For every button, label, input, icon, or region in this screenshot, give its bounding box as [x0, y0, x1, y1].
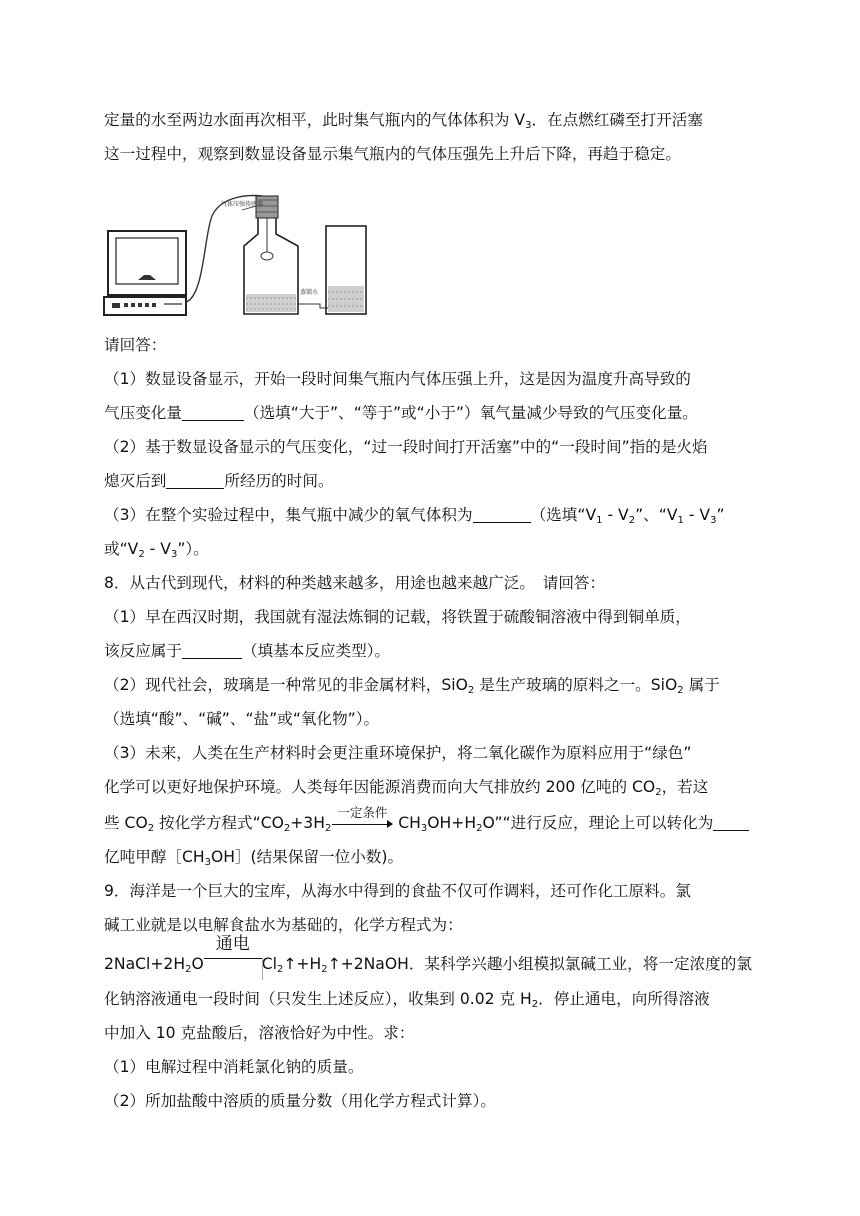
- reaction-condition-arrow: 一定条件: [331, 812, 393, 832]
- text-line: （选填“酸”、“碱”、“盐”或“氧化物”）。: [104, 710, 380, 728]
- experiment-apparatus-figure: [104, 176, 370, 318]
- answer-blank[interactable]: [473, 504, 531, 523]
- text-line: 或“$V_2$ - $V_3$”）。: [104, 540, 209, 560]
- text-line: 化学可以更好地保护环境。人类每年因能源消费而向大气排放约 200 亿吨的 $CO_2$，若这: [104, 778, 709, 798]
- text-line: 这一过程中，观察到数显设备显示集气瓶内的气体压强先上升后下降，再趋于稳定。: [104, 145, 681, 163]
- text-line: 请回答：: [104, 336, 167, 354]
- text-line: （3）未来，人类在生产材料时会更注重环境保护，将二氧化碳作为原料应用于“绿色”: [104, 744, 692, 762]
- text-line: 定量的水至两边水面再次相平，此时集气瓶内的气体体积为 $V_3$．在点燃红磷至打开活塞: [104, 111, 703, 131]
- text-line: 些 $CO_2$ 按化学方程式“$CO_2+3H_2$ 一定条件 $CH_3OH+H_2O”“$进行反应，理论上可以转化为: [104, 808, 764, 838]
- question-9-title: 9．海洋是一个巨大的宝库，从海水中得到的食盐不仅可作调料，还可作化工原料。氯: [104, 882, 691, 900]
- text-line: （2）所加盐酸中溶质的质量分数（用化学方程式计算）。: [104, 1092, 496, 1110]
- text-line: （1）数显设备显示，开始一段时间集气瓶内气体压强上升，这是因为温度升高导致的: [104, 370, 691, 388]
- text-line: 亿吨甲醇$[CH_3OH]$(结果保留一位小数)。: [104, 848, 404, 868]
- water-label: 蒸馏水: [300, 289, 319, 296]
- text-line: （3）在整个实验过程中，集气瓶中减少的氧气体积为 （选填“$V_1 - V_2$”、“$V_1 - V_3$”: [104, 506, 725, 526]
- text-line: （2）基于数显设备显示的气压变化，“过一段时间打开活塞”中的“一段时间”指的是火焰: [104, 438, 708, 456]
- text-line: 化钠溶液通电一段时间（只发生上述反应），收集到 0.02 克 $H_2$．停止通电，向所得溶液: [104, 990, 710, 1010]
- text-line: 熄灭后到 所经历的时间。: [104, 472, 334, 490]
- text-line: （1）早在西汉时期，我国就有湿法炼铜的记载，将铁置于硫酸铜溶液中得到铜单质，: [104, 608, 691, 626]
- answer-blank[interactable]: [182, 402, 244, 421]
- answer-blank[interactable]: [166, 470, 224, 489]
- text-line: （2）现代社会，玻璃是一种常见的非金属材料，SiO$_2$ 是生产玻璃的原料之一。SiO$_2$ 属于: [104, 676, 720, 696]
- answer-blank[interactable]: [182, 640, 242, 659]
- text-line: 该反应属于 （填基本反应类型）。: [104, 642, 391, 660]
- question-8-title: 8．从古代到现代，材料的种类越来越多，用途也越来越广泛。 请回答：: [104, 574, 606, 592]
- text-line: 气压变化量 （选填“大于”、“等于”或“小于”）氧气量减少导致的气压变化量。: [104, 404, 698, 422]
- text-line: 碱工业就是以电解食盐水为基础的，化学方程式为：: [104, 916, 463, 934]
- text-line: $2NaCl+2H_2O$ 通电 $Cl_2↑+H_2↑+2NaOH$．某科学兴趣小组模拟氯碱工业，将一定浓度的氯: [104, 948, 764, 978]
- electrolysis-condition: 通电: [204, 948, 262, 978]
- answer-blank[interactable]: [713, 812, 749, 831]
- text-line: 中加入 10 克盐酸后，溶液恰好为中性。求：: [104, 1024, 415, 1042]
- sensor-label: 气体压强传感器: [221, 201, 264, 208]
- text-line: （1）电解过程中消耗氯化钠的质量。: [104, 1058, 364, 1076]
